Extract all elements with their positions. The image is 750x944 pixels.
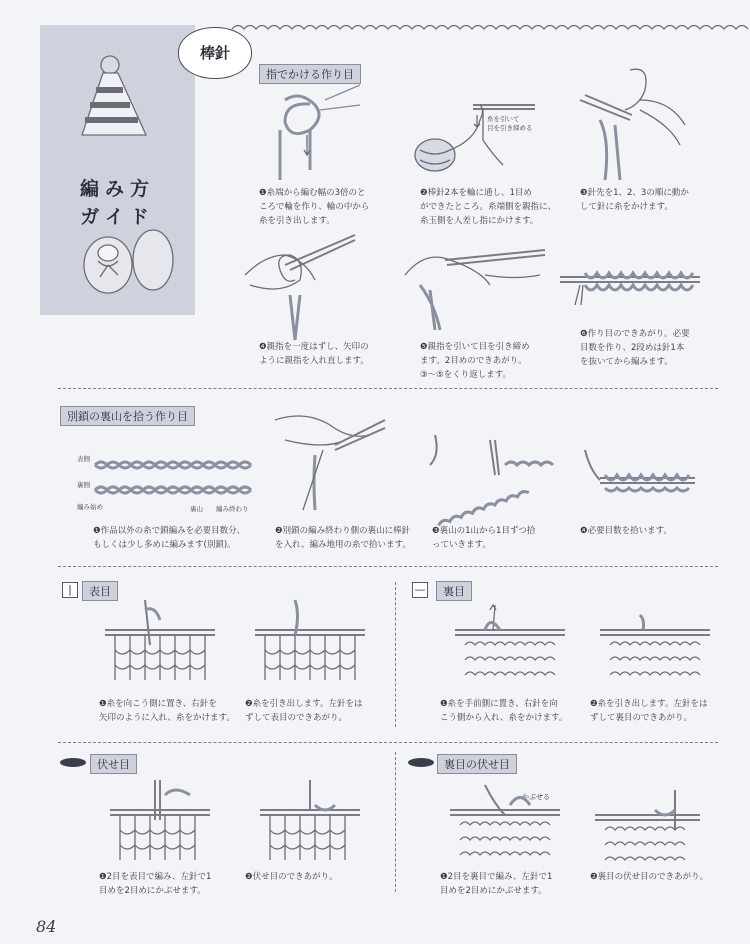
purl-step1-illustration	[455, 605, 565, 685]
column-divider	[395, 582, 396, 727]
purl-step2-caption: ❷糸を引き出します。左針をは ずして裏目のできあがり。	[590, 699, 708, 723]
cast-on-step4-illustration	[245, 235, 365, 335]
bind-off-step1-illustration	[110, 780, 210, 860]
cast-on-step2-illustration	[415, 95, 535, 185]
provisional-step1-caption: ❶作品以外の糸で鎖編みを必要目数分、 もしくは少し多めに編みます(別鎖)。	[93, 526, 246, 550]
purl-bind-off-step1-illustration	[450, 785, 570, 865]
bind-off-label: 伏せ目	[90, 754, 137, 774]
knit-step1-illustration	[105, 600, 215, 685]
provisional-label: 別鎖の裏山を拾う作り目	[60, 406, 195, 426]
purl-step2-illustration	[600, 605, 710, 685]
striped-hat-illustration	[68, 55, 138, 135]
provisional-step3-illustration	[425, 435, 565, 515]
guide-title	[40, 175, 195, 231]
purl-bind-off-step1-caption: ❶2目を裏目で編み、左針で1 目めを2目めにかぶせます。	[440, 872, 553, 896]
chain-label-front: 表側	[77, 455, 90, 463]
purl-step1-caption: ❶糸を手前側に置き、右針を向 こう側から入れ、糸をかけます。	[440, 699, 568, 723]
provisional-step4-illustration	[585, 450, 705, 505]
purl-bind-off-step2-illustration	[595, 790, 705, 865]
knitting-badge: 棒針	[178, 27, 252, 79]
knit-symbol-icon: |	[62, 582, 78, 598]
purl-label: 裏目	[436, 581, 472, 601]
knit-step1-caption: ❶糸を向こう側に置き、右針を 矢印のように入れ、糸をかけます。	[99, 699, 235, 723]
cast-on-step5-caption: ❺親指を引いて目を引き締め ます。2目めのできあがり。 ③〜⑤をくり返します。	[420, 342, 530, 380]
cast-on-step3-caption: ❸針先を1、2、3の順に動か して針に糸をかけます。	[580, 188, 689, 212]
bind-off-symbol-icon	[60, 758, 86, 767]
bind-off-step1-caption: ❶2目を表目で編み、左針で1 目めを2目めにかぶせます。	[99, 872, 212, 896]
chain-label-start: 編み始め	[77, 503, 103, 511]
cast-on-annotation: 糸を引いて 目を引き締める	[487, 115, 533, 132]
column-divider	[395, 752, 396, 892]
cast-on-step6-caption: ❻作り目のできあがり。必要 目数を作り、2段めは針1本 を抜いてから編みます。	[580, 329, 690, 367]
cast-on-label: 指でかける作り目	[259, 64, 361, 84]
knit-label: 表目	[82, 581, 118, 601]
purl-symbol-icon: —	[412, 582, 428, 598]
scalloped-border	[232, 22, 750, 36]
cast-on-step3-illustration	[570, 70, 690, 180]
provisional-step3-caption: ❸裏山の1山から1目ずつ拾 っていきます。	[432, 526, 536, 550]
cast-on-step4-caption: ❹親指を一度はずし、矢印の ように親指を入れ直します。	[259, 342, 369, 366]
cast-on-step5-illustration	[405, 235, 545, 330]
cast-on-step6-illustration	[560, 265, 700, 305]
cast-on-step2-caption: ❷棒針2本を輪に通し、1目め ができたところ。糸端側を親指に、 糸玉側を人差し指にかけます。	[420, 188, 557, 226]
bind-off-step2-illustration	[260, 780, 360, 860]
provisional-step4-caption: ❹必要目数を拾います。	[580, 526, 672, 536]
bind-off-step2-caption: ❷伏せ目のできあがり。	[245, 872, 338, 882]
purl-bind-off-symbol-icon	[408, 758, 434, 767]
chain-label-end: 編み終わり	[216, 505, 249, 513]
guide-title-line2: ガイド	[80, 206, 155, 228]
cast-on-step1-caption: ❶糸端から編む幅の3倍のと ころで輪を作り、輪の中から 糸を引き出します。	[259, 188, 370, 226]
chain-label-bump: 裏山	[190, 505, 203, 513]
guide-title-line1: 編み方	[79, 178, 155, 200]
guide-panel	[40, 25, 195, 315]
purl-bind-off-label: 裏目の伏せ目	[437, 754, 517, 774]
chain-label-back: 裏側	[77, 481, 90, 489]
knit-step2-illustration	[255, 600, 365, 685]
purl-bind-off-annotation: かぶせる	[522, 793, 550, 801]
section-divider	[58, 388, 718, 389]
cast-on-step1-illustration	[265, 85, 365, 180]
provisional-step2-caption: ❷別鎖の編み終わり側の裏山に棒針 を入れ、編み地用の糸で拾います。	[275, 526, 411, 550]
knit-step2-caption: ❷糸を引き出します。左針をは ずして表目のできあがり。	[245, 699, 363, 723]
provisional-step2-illustration	[275, 400, 405, 515]
slippers-illustration	[78, 225, 188, 295]
section-divider	[58, 566, 718, 567]
section-divider	[58, 742, 718, 743]
page-number: 84	[36, 917, 57, 936]
purl-bind-off-step2-caption: ❷裏目の伏せ目のできあがり。	[590, 872, 709, 882]
